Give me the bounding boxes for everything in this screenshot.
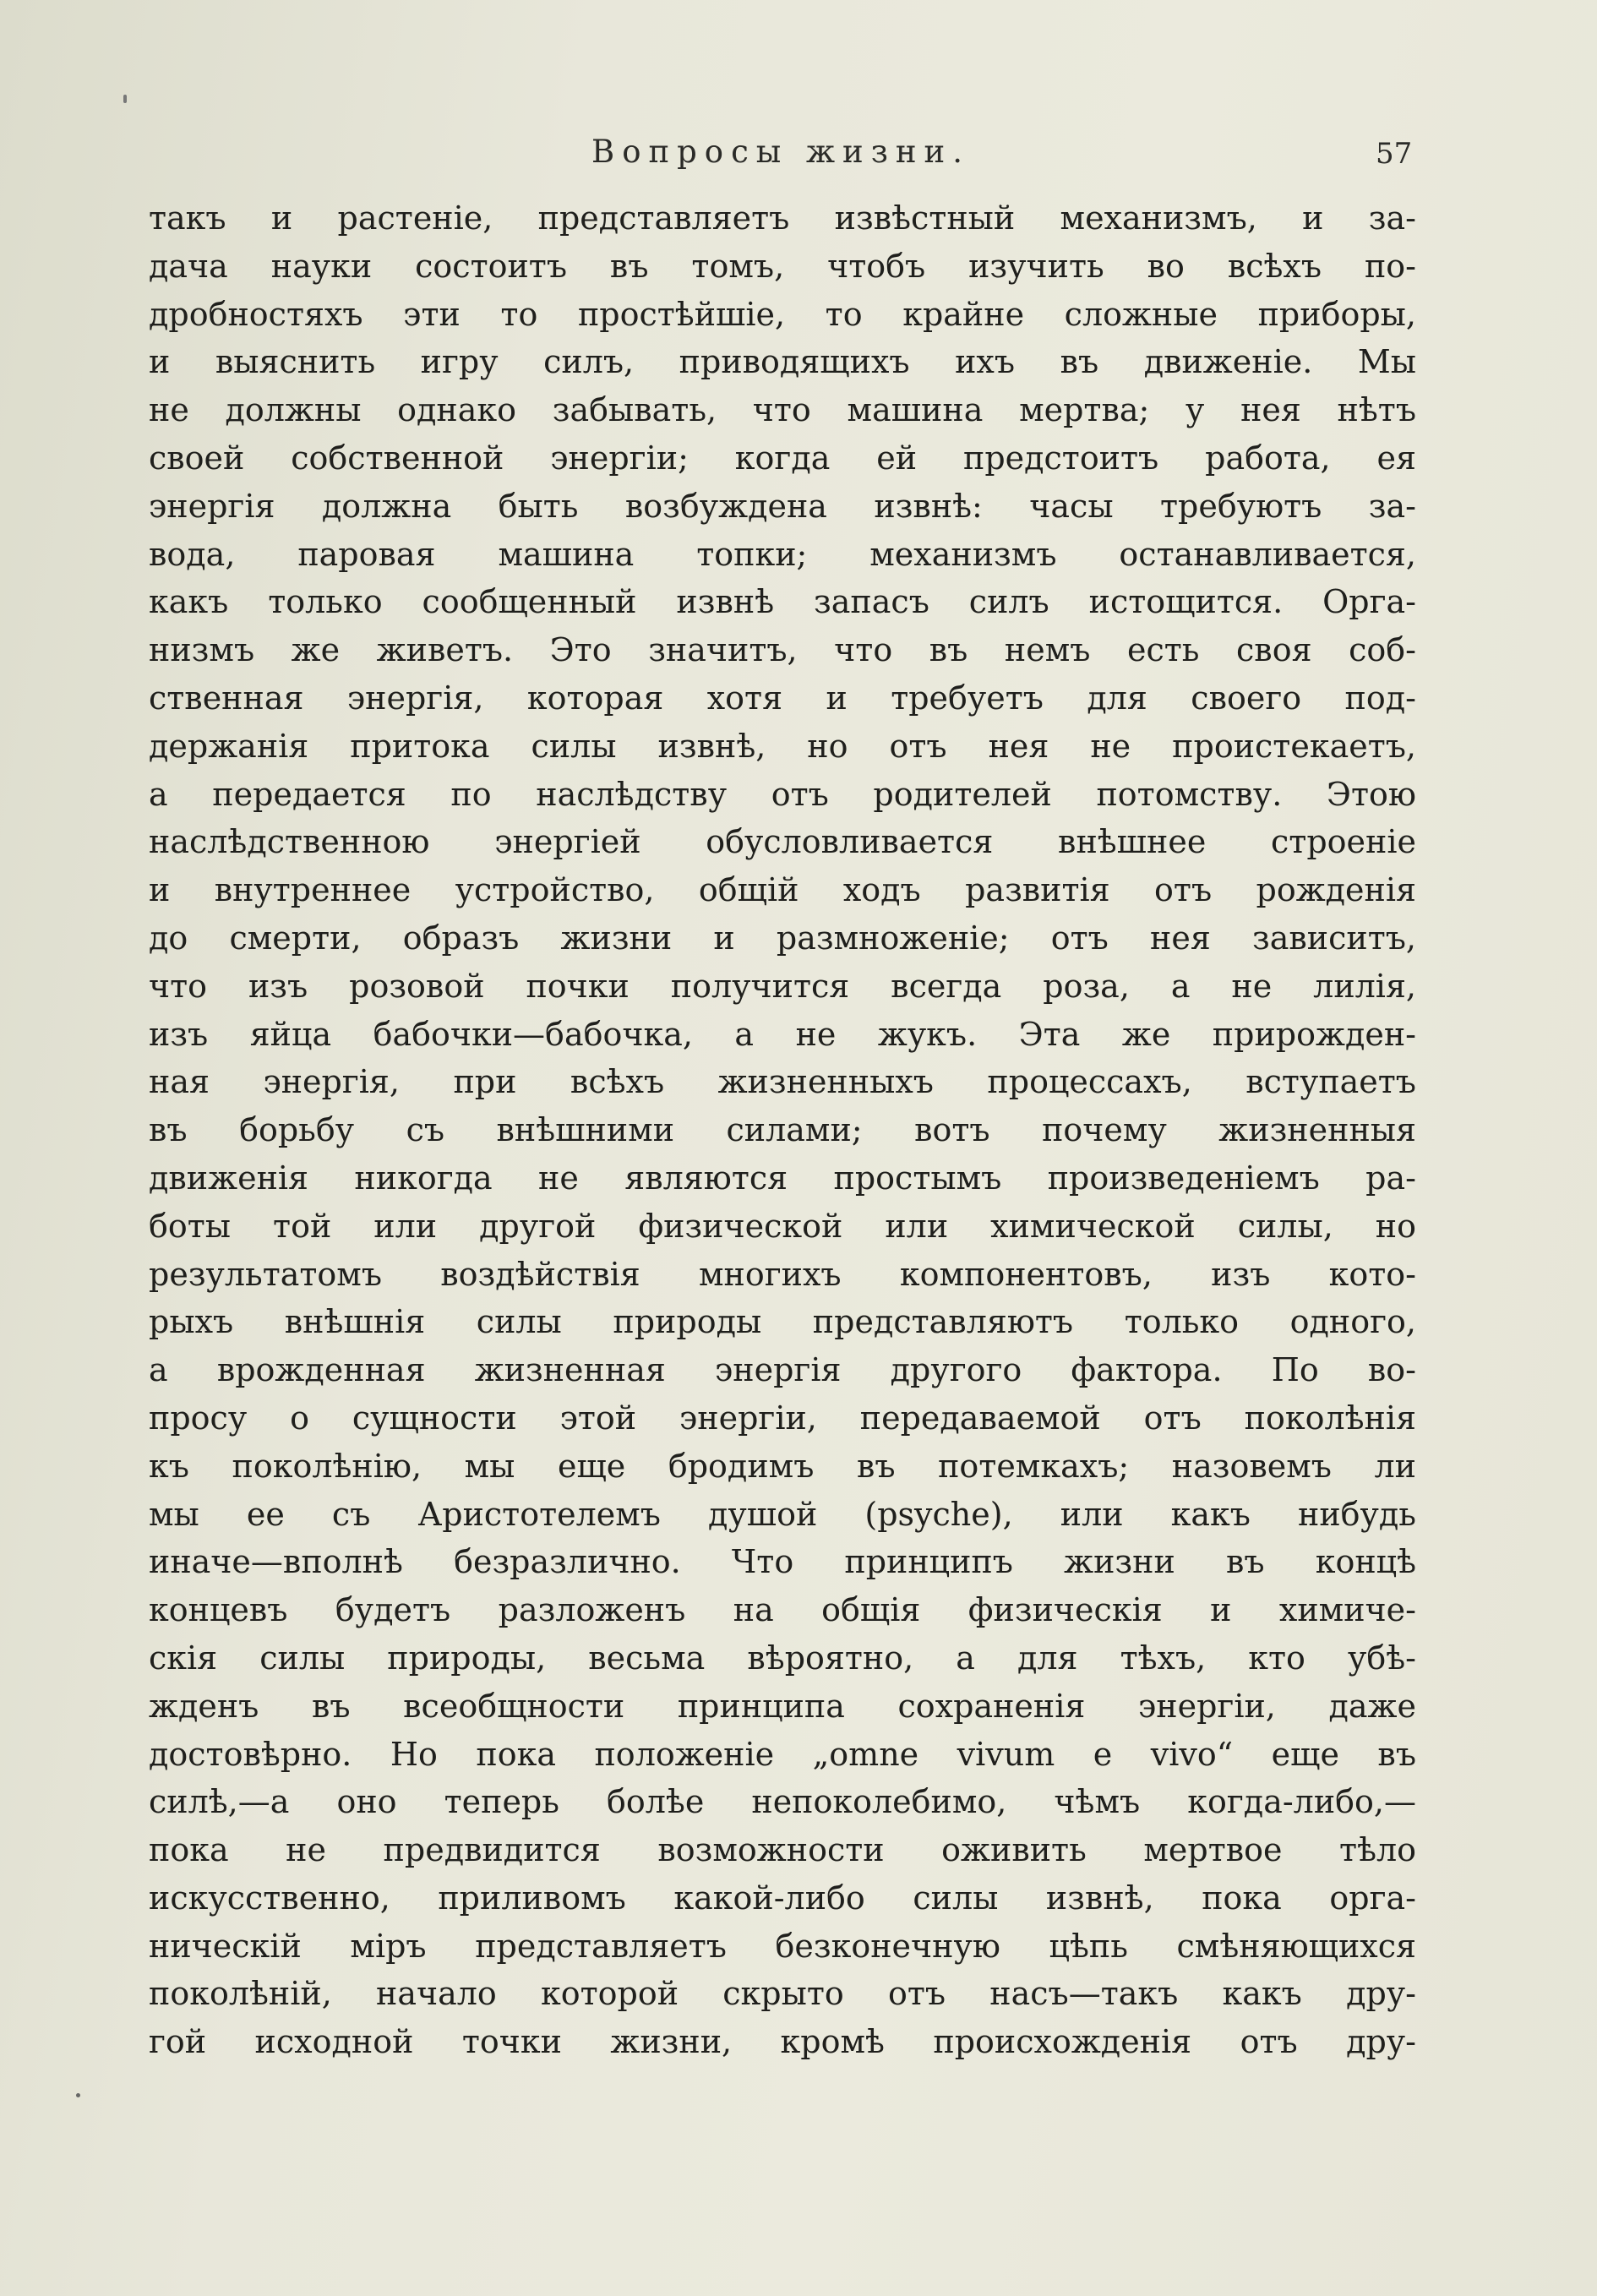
text-line: боты той или другой физической или химической силы, но xyxy=(149,1207,1416,1245)
text-line: а передается по наслѣдству отъ родителей потомству. Этою xyxy=(149,775,1416,813)
body-text xyxy=(149,194,1416,2066)
text-line: просу о сущности этой энергіи, передаваемой отъ поколѣнія xyxy=(149,1399,1416,1437)
running-head xyxy=(0,134,1597,184)
text-line: ная энергія, при всѣхъ жизненныхъ процессахъ, вступаетъ xyxy=(149,1063,1416,1101)
page-number: 57 xyxy=(1376,137,1413,171)
text-line: ническій міръ представляетъ безконечную цѣпь смѣняющихся xyxy=(149,1927,1416,1965)
text-line: гой исходной точки жизни, кромѣ происхожденія отъ дру- xyxy=(149,2023,1416,2061)
text-line: дача науки состоитъ въ томъ, чтобъ изучить во всѣхъ по- xyxy=(149,247,1416,285)
running-title: Вопросы жизни. xyxy=(591,134,970,170)
text-line: поколѣній, начало которой скрыто отъ насъ—такъ какъ дру- xyxy=(149,1975,1416,2013)
text-line: и внутреннее устройство, общій ходъ развитія отъ рожденія xyxy=(149,871,1416,909)
page-speck xyxy=(76,2093,80,2097)
text-line: мы ее съ Аристотелемъ душой (psyche), или какъ нибудь xyxy=(149,1495,1416,1533)
text-line: ственная энергія, которая хотя и требуетъ для своего под- xyxy=(149,679,1416,717)
text-line: своей собственной энергіи; когда ей предстоитъ работа, ея xyxy=(149,439,1416,477)
text-line: жденъ въ всеобщности принципа сохраненія энергіи, даже xyxy=(149,1687,1416,1725)
text-line: и выяснить игру силъ, приводящихъ ихъ въ движеніе. Мы xyxy=(149,343,1416,381)
text-line: изъ яйца бабочки—бабочка, а не жукъ. Эта же прирожден- xyxy=(149,1015,1416,1053)
page-speck xyxy=(123,95,127,103)
text-line: низмъ же живетъ. Это значитъ, что въ немъ есть своя соб- xyxy=(149,631,1416,669)
text-line: энергія должна быть возбуждена извнѣ: часы требуютъ за- xyxy=(149,487,1416,525)
text-line: наслѣдственною энергіей обусловливается внѣшнее строеніе xyxy=(149,823,1416,861)
text-line: до смерти, образъ жизни и размноженіе; отъ нея зависитъ, xyxy=(149,919,1416,957)
text-line: рыхъ внѣшнія силы природы представляютъ только одного, xyxy=(149,1303,1416,1341)
text-line: дробностяхъ эти то простѣйшіе, то крайне сложные приборы, xyxy=(149,295,1416,333)
text-line: силѣ,—а оно теперь болѣе непоколебимо, чѣмъ когда-либо,— xyxy=(149,1783,1416,1821)
text-line: иначе—вполнѣ безразлично. Что принципъ жизни въ концѣ xyxy=(149,1543,1416,1581)
text-line: въ борьбу съ внѣшними силами; вотъ почему жизненныя xyxy=(149,1111,1416,1149)
text-line: что изъ розовой почки получится всегда роза, а не лилія, xyxy=(149,967,1416,1005)
text-line: такъ и растеніе, представляетъ извѣстный механизмъ, и за- xyxy=(149,199,1416,237)
text-line: пока не предвидится возможности оживить мертвое тѣло xyxy=(149,1831,1416,1869)
text-line: скія силы природы, весьма вѣроятно, а для тѣхъ, кто убѣ- xyxy=(149,1639,1416,1677)
text-line: концевъ будетъ разложенъ на общія физическія и химиче- xyxy=(149,1591,1416,1629)
text-line: движенія никогда не являются простымъ произведеніемъ ра- xyxy=(149,1159,1416,1197)
text-line: къ поколѣнію, мы еще бродимъ въ потемкахъ; назовемъ ли xyxy=(149,1447,1416,1485)
text-line: искусственно, приливомъ какой-либо силы извнѣ, пока орга- xyxy=(149,1879,1416,1917)
text-line: вода, паровая машина топки; механизмъ останавливается, xyxy=(149,535,1416,573)
text-line: не должны однако забывать, что машина мертва; у нея нѣтъ xyxy=(149,391,1416,429)
text-line: а врожденная жизненная энергія другого фактора. По во- xyxy=(149,1351,1416,1389)
text-line: результатомъ воздѣйствія многихъ компонентовъ, изъ кото- xyxy=(149,1255,1416,1293)
text-line: держанія притока силы извнѣ, но отъ нея не проистекаетъ, xyxy=(149,727,1416,765)
text-line: какъ только сообщенный извнѣ запасъ силъ истощится. Орга- xyxy=(149,583,1416,621)
text-line: достовѣрно. Но пока положеніе „omne vivum e vivo“ еще въ xyxy=(149,1735,1416,1773)
